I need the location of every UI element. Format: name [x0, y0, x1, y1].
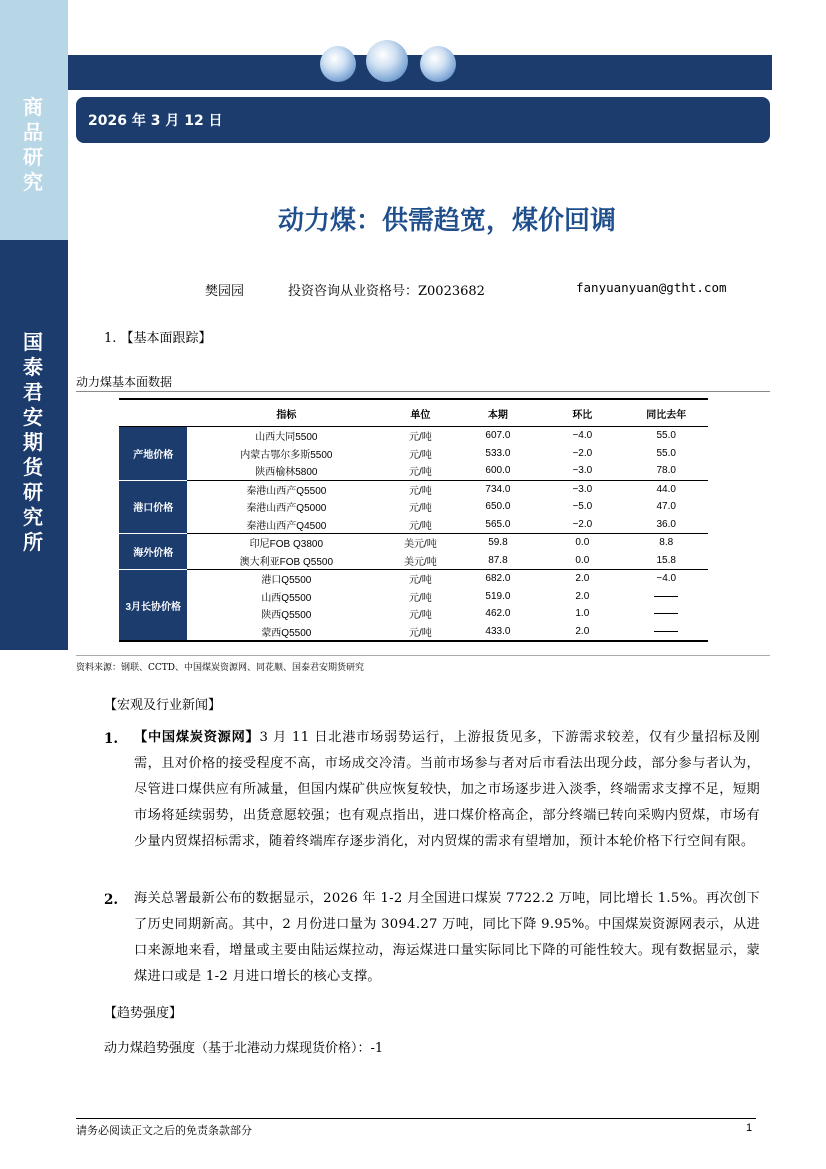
cell-unit: 元/吨	[409, 610, 432, 622]
table-row	[119, 480, 708, 498]
cell-indicator: 山西大同5500	[187, 427, 385, 445]
cell-mom: 2.0	[540, 570, 624, 588]
table-row	[119, 445, 708, 463]
cell-current: 533.0	[485, 447, 511, 459]
cell-unit: 美元/吨	[385, 534, 456, 552]
diamond-logo-right	[420, 46, 456, 82]
cell-current: 650.0	[485, 501, 511, 513]
cell-indicator: 秦港山西产Q4500	[246, 520, 327, 532]
table-header-row	[119, 399, 708, 427]
news-item-2	[134, 886, 760, 990]
cell-unit: 元/吨	[409, 449, 432, 461]
cell-mom: 2.0	[575, 590, 590, 602]
header-mom: 环比	[540, 399, 624, 427]
table-row	[119, 462, 708, 480]
cell-unit: 元/吨	[385, 427, 456, 445]
cell-indicator: 秦港山西产Q5000	[246, 503, 327, 515]
cell-unit: 元/吨	[409, 467, 432, 479]
cell-indicator: 澳大利亚FOB Q5500	[239, 556, 333, 568]
cell-unit: 元/吨	[385, 570, 456, 588]
cell-indicator: 印尼FOB Q3800	[187, 534, 385, 552]
cell-yoy-dash	[624, 588, 708, 606]
cell-unit: 元/吨	[409, 520, 432, 532]
news-item-1	[134, 725, 760, 855]
diamond-logo-left	[320, 46, 356, 82]
table-source-note: 资料来源：钢联、CCTD、中国煤炭资源网、同花顺、国泰君安期货研究	[76, 663, 364, 673]
report-date: 2026 年 3 月 12 日	[88, 113, 223, 129]
cell-current: 59.8	[456, 534, 540, 552]
cell-yoy: 15.8	[656, 554, 676, 566]
trend-strength: 动力煤趋势强度（基于北港动力煤现货价格）：-1	[104, 1041, 384, 1056]
news-source-tag: 【中国煤炭资源网】	[134, 730, 260, 745]
cell-current: 682.0	[456, 570, 540, 588]
author-email[interactable]: fanyuanyuan@gtht.com	[576, 280, 727, 295]
table-row	[119, 427, 708, 445]
cell-unit: 元/吨	[385, 480, 456, 498]
table-row	[119, 605, 708, 623]
dash-mark	[654, 613, 678, 614]
cell-mom: 1.0	[575, 608, 590, 620]
table-caption: 动力煤基本面数据	[76, 375, 173, 389]
cell-mom: 0.0	[575, 554, 590, 566]
news-text: 海关总署最新公布的数据显示，2026 年 1-2 月全国进口煤炭 7722.2 万吨，同比增长 1.5%。再次创下了历史同期新高。其中，2 月份进口量为 3094.27 万吨，同比下降 9.95%。中国煤炭资源网表示，从进口来源地来看，增量或主要由陆运煤拉动，海运煤进口量实际同比下降的可能性较大。现有数据显示，蒙煤进口或是 1-2 月进口增长的核心支撑。	[134, 891, 760, 984]
cell-current: 87.8	[488, 554, 508, 566]
group-port-price: 港口价格	[119, 480, 187, 534]
cell-indicator: 港口Q5500	[187, 570, 385, 588]
cell-indicator: 秦港山西产Q5500	[187, 480, 385, 498]
page-number: 1	[746, 1122, 753, 1134]
table-row	[119, 552, 708, 570]
cell-unit: 元/吨	[409, 592, 432, 604]
cell-indicator: 蒙西Q5500	[261, 627, 312, 639]
cell-current: 607.0	[456, 427, 540, 445]
cell-mom: −3.0	[572, 465, 593, 477]
caption-divider	[76, 391, 770, 392]
cell-current: 462.0	[485, 608, 511, 620]
sidebar-label-commodity-research: 商品研究	[23, 95, 43, 194]
dash-mark	[654, 631, 678, 632]
diamond-logo-center	[366, 40, 408, 82]
cell-yoy: −4.0	[624, 570, 708, 588]
group-origin-price: 产地价格	[119, 427, 187, 481]
coal-data-table	[119, 398, 708, 642]
report-title: 动力煤：供需趋宽，煤价回调	[277, 206, 616, 236]
header-indicator: 指标	[187, 399, 385, 427]
author-name: 樊园园	[205, 284, 245, 299]
cell-yoy: 55.0	[656, 447, 676, 459]
table-row	[119, 516, 708, 534]
cell-yoy: 55.0	[624, 427, 708, 445]
cell-mom: 2.0	[575, 625, 590, 637]
header-group	[119, 399, 187, 427]
cell-unit: 元/吨	[409, 627, 432, 639]
section-trend: 【趋势强度】	[104, 1006, 183, 1021]
cell-yoy-dash	[624, 605, 708, 623]
table-row	[119, 534, 708, 552]
section-fundamentals: 1. 【基本面跟踪】	[104, 331, 212, 346]
source-divider	[76, 655, 770, 656]
table-row	[119, 623, 708, 642]
header-unit: 单位	[385, 399, 456, 427]
cell-mom: −5.0	[572, 501, 593, 513]
cell-indicator: 山西Q5500	[261, 592, 312, 604]
group-overseas-price: 海外价格	[119, 534, 187, 570]
cell-indicator: 陕西榆林5800	[255, 467, 318, 479]
cell-yoy: 78.0	[656, 465, 676, 477]
news-number: 1.	[104, 731, 119, 747]
group-march-contract-price: 3月长协价格	[119, 570, 187, 642]
header-yoy: 同比去年	[624, 399, 708, 427]
cell-current: 519.0	[485, 590, 511, 602]
dash-mark	[654, 596, 678, 597]
footer-disclaimer[interactable]: 请务必阅读正文之后的免责条款部分	[76, 1124, 252, 1137]
header-current: 本期	[456, 399, 540, 427]
table-row	[119, 588, 708, 606]
news-text: 3 月 11 日北港市场弱势运行，上游报货见多，下游需求较差，仅有少量招标及刚需，且对价格的接受程度不高，市场成交冷清。当前市场参与者对后市看法出现分歧，部分参与者认为，尽管进口煤供应有所减量，但国内煤矿供应恢复较快，加之市场逐步进入淡季，终端需求支撑不足，短期市场将延续弱势，出货意愿较强；也有观点指出，进口煤价格高企，部分终端已转向采购内贸煤，市场有少量内贸煤招标需求，随着终端库存逐步消化，对内贸煤的需求有望增加，预计本轮价格下行空间有限。	[134, 730, 760, 849]
cell-yoy: 47.0	[656, 501, 676, 513]
cell-mom: −3.0	[540, 480, 624, 498]
author-license: 投资咨询从业资格号：Z0023682	[288, 284, 485, 299]
cell-unit: 元/吨	[409, 503, 432, 515]
cell-yoy: 44.0	[624, 480, 708, 498]
news-number: 2.	[104, 892, 119, 908]
cell-current: 433.0	[485, 625, 511, 637]
cell-current: 734.0	[456, 480, 540, 498]
section-news: 【宏观及行业新闻】	[104, 698, 222, 713]
cell-mom: 0.0	[540, 534, 624, 552]
footer-divider	[76, 1118, 756, 1119]
table-row	[119, 570, 708, 588]
cell-mom: −2.0	[572, 518, 593, 530]
cell-indicator: 陕西Q5500	[261, 610, 312, 622]
cell-indicator: 内蒙古鄂尔多斯5500	[240, 449, 333, 461]
cell-unit: 美元/吨	[404, 556, 437, 568]
table-row	[119, 498, 708, 516]
cell-current: 565.0	[485, 518, 511, 530]
cell-yoy: 8.8	[624, 534, 708, 552]
cell-yoy: 36.0	[656, 518, 676, 530]
cell-mom: −4.0	[540, 427, 624, 445]
cell-current: 600.0	[485, 465, 511, 477]
sidebar-label-institute: 国泰君安期货研究所	[23, 330, 43, 554]
cell-mom: −2.0	[572, 447, 593, 459]
cell-yoy-dash	[624, 623, 708, 642]
